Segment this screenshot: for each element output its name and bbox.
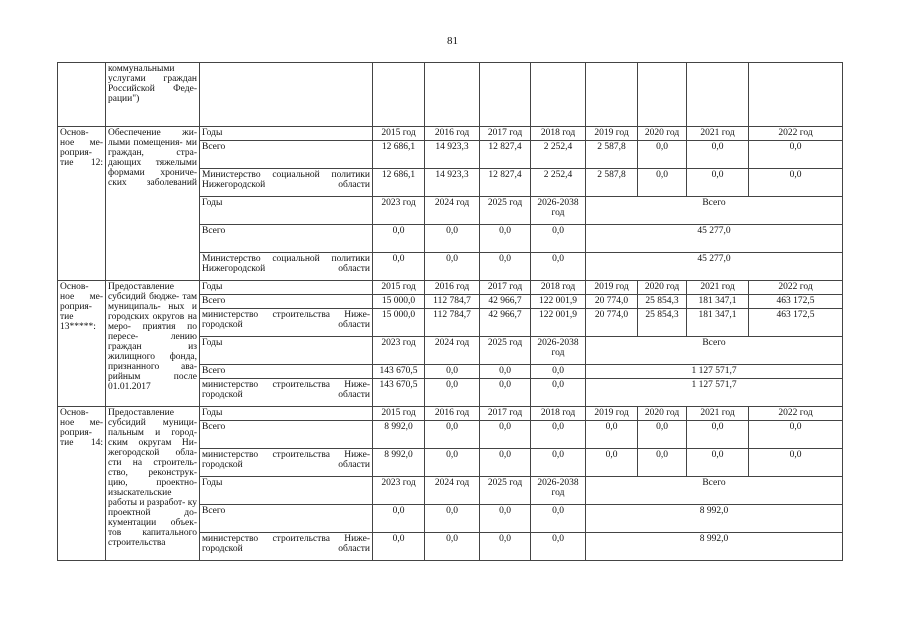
value-cell: 112 784,7	[425, 295, 480, 309]
value-cell: 122 001,9	[531, 309, 586, 337]
value-cell: 0,0	[749, 169, 843, 197]
row-label: Всего	[200, 421, 373, 449]
value-cell: 0,0	[531, 421, 586, 449]
value-cell: 0,0	[638, 449, 687, 477]
empty-cell	[586, 63, 638, 127]
year-header: 2021 год	[687, 127, 749, 141]
value-cell: 2 252,4	[531, 169, 586, 197]
year-header: 2020 год	[638, 407, 687, 421]
value-cell: 8 992,0	[373, 449, 425, 477]
value-cell: 0,0	[480, 379, 531, 407]
value-cell: 0,0	[480, 225, 531, 253]
empty-cell	[373, 63, 425, 127]
value-cell: 181 347,1	[687, 309, 749, 337]
empty-cell	[531, 63, 586, 127]
measure-name: Основ- ное ме- роприя- тие 12:	[58, 127, 106, 281]
year-header: 2015 год	[373, 127, 425, 141]
value-cell: 0,0	[480, 365, 531, 379]
value-cell: 0,0	[687, 141, 749, 169]
value-cell: 0,0	[425, 533, 480, 561]
year-header: 2024 год	[425, 337, 480, 365]
value-cell: 0,0	[480, 253, 531, 281]
value-cell: 0,0	[749, 449, 843, 477]
row-label: Министерство социальной политики Нижегородской области	[200, 169, 373, 197]
value-cell: 0,0	[586, 421, 638, 449]
value-cell: 181 347,1	[687, 295, 749, 309]
total-value: 8 992,0	[586, 505, 843, 533]
year-header: 2025 год	[480, 477, 531, 505]
value-cell: 112 784,7	[425, 309, 480, 337]
value-cell: 42 966,7	[480, 295, 531, 309]
value-cell: 2 587,8	[586, 169, 638, 197]
value-cell: 15 000,0	[373, 309, 425, 337]
funding-table	[57, 62, 843, 561]
value-cell: 0,0	[531, 533, 586, 561]
value-cell: 0,0	[749, 141, 843, 169]
page-number: 81	[447, 35, 458, 47]
row-label: Всего	[200, 295, 373, 309]
years-label: Годы	[200, 281, 373, 295]
value-cell: 14 923,3	[425, 169, 480, 197]
measure-description: Обеспечение жи- лыми помещения- ми граждан, стра- дающих тяжелыми формами хрониче- ских заболеваний	[106, 127, 200, 281]
value-cell: 0,0	[480, 449, 531, 477]
value-cell: 0,0	[687, 421, 749, 449]
value-cell: 0,0	[531, 505, 586, 533]
row-label: Всего	[200, 141, 373, 169]
year-header: 2024 год	[425, 477, 480, 505]
year-header: 2023 год	[373, 197, 425, 225]
year-header: 2025 год	[480, 337, 531, 365]
year-header: 2015 год	[373, 281, 425, 295]
value-cell: 0,0	[687, 449, 749, 477]
year-header: 2015 год	[373, 407, 425, 421]
total-header: Всего	[586, 477, 843, 505]
value-cell: 20 774,0	[586, 309, 638, 337]
row-label: Всего	[200, 225, 373, 253]
row-label: министерство строительства Ниже- городской области	[200, 533, 373, 561]
measure-name: Основ- ное ме- роприя- тие 13*****:	[58, 281, 106, 407]
value-cell: 463 172,5	[749, 309, 843, 337]
value-cell: 0,0	[373, 533, 425, 561]
table-row	[58, 63, 843, 127]
value-cell: 0,0	[480, 421, 531, 449]
value-cell: 0,0	[531, 253, 586, 281]
value-cell: 0,0	[531, 449, 586, 477]
empty-cell	[425, 63, 480, 127]
row-label: Всего	[200, 505, 373, 533]
value-cell: 14 923,3	[425, 141, 480, 169]
table-row	[58, 127, 843, 141]
years-label: Годы	[200, 337, 373, 365]
year-header: 2024 год	[425, 197, 480, 225]
year-header: 2018 год	[531, 407, 586, 421]
year-header: 2021 год	[687, 281, 749, 295]
year-header: 2020 год	[638, 281, 687, 295]
value-cell: 15 000,0	[373, 295, 425, 309]
value-cell: 0,0	[373, 253, 425, 281]
value-cell: 122 001,9	[531, 295, 586, 309]
value-cell: 0,0	[373, 225, 425, 253]
year-header: 2022 год	[749, 127, 843, 141]
year-header: 2022 год	[749, 407, 843, 421]
year-header: 2017 год	[480, 127, 531, 141]
value-cell: 0,0	[425, 365, 480, 379]
year-header: 2023 год	[373, 477, 425, 505]
value-cell: 25 854,3	[638, 295, 687, 309]
table-row	[58, 281, 843, 295]
year-header: 2016 год	[425, 281, 480, 295]
value-cell: 12 827,4	[480, 141, 531, 169]
empty-cell	[638, 63, 687, 127]
value-cell: 0,0	[425, 505, 480, 533]
years-label: Годы	[200, 197, 373, 225]
value-cell: 0,0	[425, 379, 480, 407]
value-cell: 0,0	[373, 505, 425, 533]
empty-cell	[687, 63, 749, 127]
empty-cell	[200, 63, 373, 127]
value-cell: 143 670,5	[373, 365, 425, 379]
total-value: 45 277,0	[586, 225, 843, 253]
year-header: 2016 год	[425, 127, 480, 141]
value-cell: 0,0	[749, 421, 843, 449]
value-cell: 0,0	[480, 533, 531, 561]
value-cell: 12 686,1	[373, 169, 425, 197]
value-cell: 2 587,8	[586, 141, 638, 169]
row-label: министерство строительства Ниже- городской области	[200, 309, 373, 337]
row-label: министерство строительства Ниже- городской области	[200, 379, 373, 407]
value-cell: 0,0	[586, 449, 638, 477]
measure-description: Предоставление субсидий бюдже- там муниципаль- ных и городских округов на меро- приятия по пересе- лению граждан из жилищного фонда, признанного ава- рийным после 01.01.2017	[106, 281, 200, 407]
value-cell: 12 686,1	[373, 141, 425, 169]
total-value: 1 127 571,7	[586, 379, 843, 407]
value-cell: 0,0	[638, 141, 687, 169]
year-header: 2026-2038 год	[531, 197, 586, 225]
year-header: 2025 год	[480, 197, 531, 225]
years-label: Годы	[200, 127, 373, 141]
total-header: Всего	[586, 197, 843, 225]
row-label: Всего	[200, 365, 373, 379]
value-cell: 0,0	[425, 225, 480, 253]
value-cell: 42 966,7	[480, 309, 531, 337]
value-cell: 0,0	[425, 253, 480, 281]
year-header: 2026-2038 год	[531, 477, 586, 505]
value-cell: 25 854,3	[638, 309, 687, 337]
value-cell: 0,0	[531, 365, 586, 379]
value-cell: 143 670,5	[373, 379, 425, 407]
year-header: 2021 год	[687, 407, 749, 421]
year-header: 2016 год	[425, 407, 480, 421]
year-header: 2019 год	[586, 407, 638, 421]
year-header: 2019 год	[586, 127, 638, 141]
total-value: 1 127 571,7	[586, 365, 843, 379]
measure-description: коммунальными услугами граждан Российской Феде- рации")	[106, 63, 200, 127]
table-row	[58, 407, 843, 421]
value-cell: 0,0	[425, 421, 480, 449]
empty-cell	[480, 63, 531, 127]
year-header: 2020 год	[638, 127, 687, 141]
value-cell: 12 827,4	[480, 169, 531, 197]
year-header: 2018 год	[531, 281, 586, 295]
value-cell: 2 252,4	[531, 141, 586, 169]
value-cell: 0,0	[638, 421, 687, 449]
value-cell: 463 172,5	[749, 295, 843, 309]
value-cell: 0,0	[531, 225, 586, 253]
year-header: 2022 год	[749, 281, 843, 295]
year-header: 2018 год	[531, 127, 586, 141]
year-header: 2026-2038 год	[531, 337, 586, 365]
measure-name: Основ- ное ме- роприя- тие 14:	[58, 407, 106, 561]
value-cell: 0,0	[425, 449, 480, 477]
measure-cell	[58, 63, 106, 127]
value-cell: 0,0	[480, 505, 531, 533]
value-cell: 20 774,0	[586, 295, 638, 309]
year-header: 2017 год	[480, 281, 531, 295]
empty-cell	[749, 63, 843, 127]
row-label: Министерство социальной политики Нижегородской области	[200, 253, 373, 281]
year-header: 2017 год	[480, 407, 531, 421]
total-header: Всего	[586, 337, 843, 365]
total-value: 8 992,0	[586, 533, 843, 561]
year-header: 2019 год	[586, 281, 638, 295]
value-cell: 0,0	[638, 169, 687, 197]
total-value: 45 277,0	[586, 253, 843, 281]
value-cell: 0,0	[687, 169, 749, 197]
years-label: Годы	[200, 477, 373, 505]
row-label: министерство строительства Ниже- городской области	[200, 449, 373, 477]
value-cell: 8 992,0	[373, 421, 425, 449]
value-cell: 0,0	[531, 379, 586, 407]
year-header: 2023 год	[373, 337, 425, 365]
years-label: Годы	[200, 407, 373, 421]
measure-description: Предоставление субсидий муници- пальным и город- ским округам Ни- жегородской обла- сти на строитель- ство, реконструк- цию, проектно- изыскательские работы и разработ- ку проектной до- кументации объек- тов капитального строительства	[106, 407, 200, 561]
